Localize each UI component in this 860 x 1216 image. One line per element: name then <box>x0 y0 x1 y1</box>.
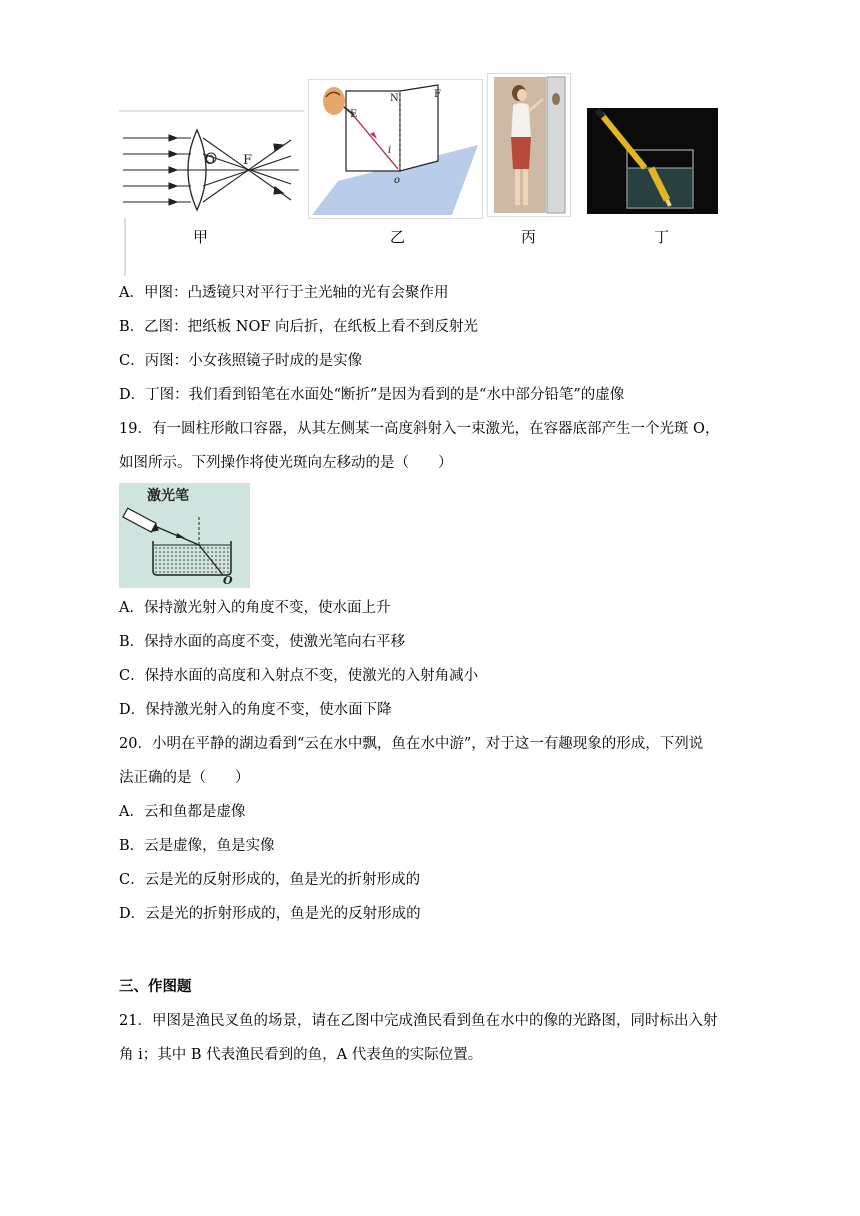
caption-ding: 丁 <box>654 228 670 246</box>
board-label-e: E <box>350 109 358 120</box>
section3-heading: 三、作图题 <box>119 978 192 995</box>
board-label-n: N <box>390 93 399 104</box>
q19-stem-line2: 如图所示。下列操作将使光斑向左移动的是（ ） <box>119 455 453 471</box>
q18-option-a: A．甲图：凸透镜只对平行于主光轴的光有会聚作用 <box>119 285 449 301</box>
q21-line1: 21．甲图是渔民叉鱼的场景，请在乙图中完成渔民看到鱼在水中的像的光路图，同时标出入射 <box>119 1013 718 1029</box>
q19-stem-line1: 19．有一圆柱形敞口容器，从其左侧某一高度斜射入一束激光，在容器底部产生一个光斑 O， <box>119 421 720 437</box>
q20-stem-line1: 20．小明在平静的湖边看到“云在水中飘，鱼在水中游”，对于这一有趣现象的形成，下列说 <box>119 736 704 752</box>
figure-ding-pencil-in-water <box>587 108 718 214</box>
q19-option-b: B．保持水面的高度不变，使激光笔向右平移 <box>119 634 406 650</box>
figure-jia-convex-lens <box>119 108 304 276</box>
lens-label-o: O <box>205 153 215 167</box>
q21-line2: 角 i；其中 B 代表渔民看到的鱼，A 代表鱼的实际位置。 <box>119 1047 483 1063</box>
q18-option-d: D．丁图：我们看到铅笔在水面处“断折”是因为看到的是“水中部分铅笔”的虚像 <box>119 387 625 403</box>
board-label-i: i <box>388 145 392 156</box>
q19-option-a: A．保持激光射入的角度不变，使水面上升 <box>119 600 391 616</box>
q18-option-b: B．乙图：把纸板 NOF 向后折，在纸板上看不到反射光 <box>119 319 479 335</box>
q20-option-d: D．云是光的折射形成的，鱼是光的反射形成的 <box>119 906 421 922</box>
laser-pen-label: 激光笔 <box>147 488 189 504</box>
board-label-o: o <box>394 175 401 186</box>
figure-yi-reflection-board <box>308 79 483 219</box>
q20-option-a: A．云和鱼都是虚像 <box>119 804 246 820</box>
figure-q19-laser-container <box>119 483 250 588</box>
board-label-f: F <box>434 89 441 100</box>
caption-jia: 甲 <box>193 228 209 246</box>
q19-option-c: C．保持水面的高度和入射点不变，使激光的入射角减小 <box>119 668 479 684</box>
q20-option-b: B．云是虚像，鱼是实像 <box>119 838 275 854</box>
laser-label-o: O <box>223 574 233 587</box>
figure-bing-girl-mirror <box>487 73 571 217</box>
caption-yi: 乙 <box>390 228 406 246</box>
q20-stem-line2: 法正确的是（ ） <box>119 770 250 786</box>
q19-option-d: D．保持激光射入的角度不变，使水面下降 <box>119 702 392 718</box>
caption-bing: 丙 <box>521 228 537 246</box>
q20-option-c: C．云是光的反射形成的，鱼是光的折射形成的 <box>119 872 421 888</box>
q18-option-c: C．丙图：小女孩照镜子时成的是实像 <box>119 353 363 369</box>
lens-label-f: F <box>243 153 253 168</box>
